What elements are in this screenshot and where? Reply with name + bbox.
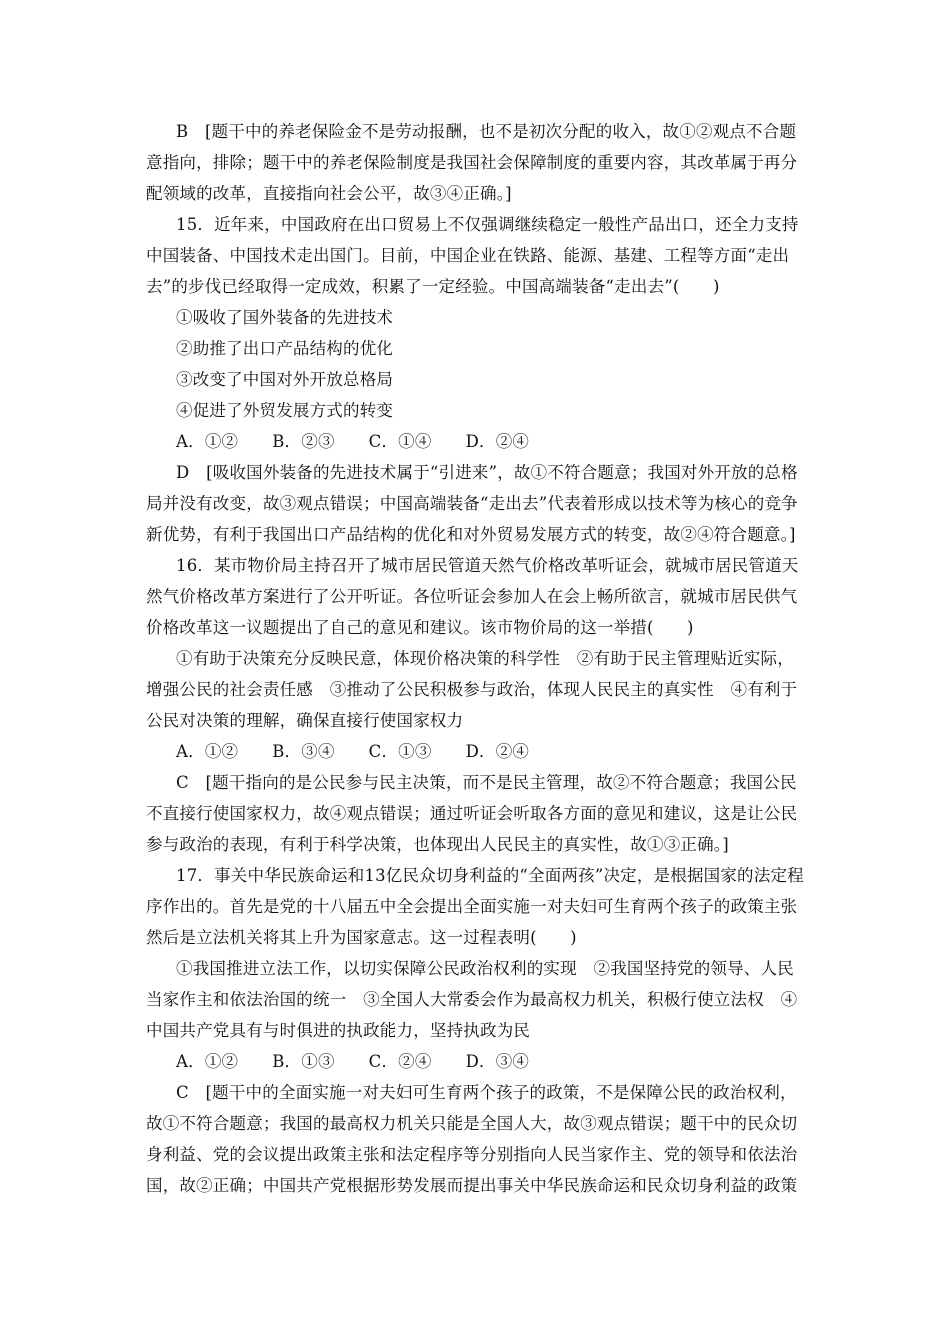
statement-item-line: ①有助于决策充分反映民意，体现价格决策的科学性 ②有助于民主管理贴近实际， bbox=[176, 649, 794, 668]
option-choice: D．③④ bbox=[465, 1052, 530, 1071]
answer-options bbox=[146, 1046, 808, 1077]
question-stem-line: 15．近年来，中国政府在出口贸易上不仅强调继续稳定一般性产品出口，还全力支持 bbox=[176, 215, 799, 234]
answer-explanation-line: 配领域的改革，直接指向社会公平，故③④正确。] bbox=[146, 184, 512, 203]
question-stem-line: 序作出的。首先是党的十八届五中全会提出全面实施一对夫妇可生育两个孩子的政策主张 bbox=[146, 897, 798, 916]
statement-item-line: ④促进了外贸发展方式的转变 bbox=[176, 401, 394, 420]
question-stem-line: 中国装备、中国技术走出国门。目前，中国企业在铁路、能源、基建、工程等方面“走出 bbox=[146, 246, 790, 265]
answer-explanation-line: B [题干中的养老保险金不是劳动报酬，也不是初次分配的收入，故①②观点不合题 bbox=[176, 122, 797, 141]
answer-explanation-line: 不直接行使国家权力，故④观点错误；通过听证会听取各方面的意见和建议，这是让公民 bbox=[146, 804, 798, 823]
answer-explanation-line: 身利益、党的会议提出政策主张和法定程序等分别指向人民当家作主、党的领导和依法治 bbox=[146, 1145, 798, 1164]
question-stem-line: 然气价格改革方案进行了公开听证。各位听证会参加人在会上畅所欲言，就城市居民供气 bbox=[146, 587, 798, 606]
option-choice: C．①③ bbox=[368, 742, 432, 761]
answer-explanation-line: 参与政治的表现，有利于科学决策，也体现出人民民主的真实性，故①③正确。] bbox=[146, 835, 729, 854]
question-stem-line: 去”的步伐已经取得一定成效，积累了一定经验。中国高端装备“走出去”( ) bbox=[146, 277, 720, 296]
option-choice: C．②④ bbox=[368, 1052, 432, 1071]
answer-explanation-line: 国，故②正确；中国共产党根据形势发展而提出事关中华民族命运和民众切身利益的政策 bbox=[146, 1176, 798, 1195]
statement-item-line: 增强公民的社会责任感 ③推动了公民积极参与政治，体现人民民主的真实性 ④有利于 bbox=[146, 680, 798, 699]
statement-item-line: ③改变了中国对外开放总格局 bbox=[176, 370, 394, 389]
option-choice: B．①③ bbox=[272, 1052, 335, 1071]
option-choice: B．③④ bbox=[272, 742, 335, 761]
answer-explanation-line: C [题干指向的是公民参与民主决策，而不是民主管理，故②不符合题意；我国公民 bbox=[176, 773, 797, 792]
option-choice: B．②③ bbox=[272, 432, 335, 451]
option-choice: C．①④ bbox=[368, 432, 432, 451]
question-stem-line: 17．事关中华民族命运和13亿民众切身利益的“全面两孩”决定，是根据国家的法定程 bbox=[176, 866, 804, 885]
question-stem-line: 价格改革这一议题提出了自己的意见和建议。该市物价局的这一举措( ) bbox=[146, 618, 694, 637]
option-choice: A．①② bbox=[176, 742, 239, 761]
option-choice: D．②④ bbox=[465, 742, 530, 761]
statement-item-line: ①我国推进立法工作，以切实保障公民政治权利的实现 ②我国坚持党的领导、人民 bbox=[176, 959, 794, 978]
answer-explanation-line: C [题干中的全面实施一对夫妇可生育两个孩子的政策，不是保障公民的政治权利， bbox=[176, 1083, 797, 1102]
statement-item-line: ①吸收了国外装备的先进技术 bbox=[176, 308, 394, 327]
question-stem-line: 16．某市物价局主持召开了城市居民管道天然气价格改革听证会，就城市居民管道天 bbox=[176, 556, 799, 575]
option-choice: A．①② bbox=[176, 1052, 239, 1071]
document-page bbox=[146, 116, 808, 1201]
statement-item-line: 公民对决策的理解，确保直接行使国家权力 bbox=[146, 711, 464, 730]
statement-item-line: ②助推了出口产品结构的优化 bbox=[176, 339, 394, 358]
answer-explanation-line: 意指向，排除；题干中的养老保险制度是我国社会保障制度的重要内容，其改革属于再分 bbox=[146, 153, 798, 172]
question-stem-line: 然后是立法机关将其上升为国家意志。这一过程表明( ) bbox=[146, 928, 577, 947]
answer-explanation-line: D [吸收国外装备的先进技术属于“引进来”，故①不符合题意；我国对外开放的总格 bbox=[176, 463, 798, 482]
answer-options bbox=[146, 426, 808, 457]
option-choice: D．②④ bbox=[465, 432, 530, 451]
answer-explanation-line: 故①不符合题意；我国的最高权力机关只能是全国人大，故③观点错误；题干中的民众切 bbox=[146, 1114, 798, 1133]
answer-options bbox=[146, 736, 808, 767]
option-choice: A．①② bbox=[176, 432, 239, 451]
answer-explanation-line: 局并没有改变，故③观点错误；中国高端装备“走出去”代表着形成以技术等为核心的竞争 bbox=[146, 494, 798, 513]
statement-item-line: 中国共产党具有与时俱进的执政能力，坚持执政为民 bbox=[146, 1021, 531, 1040]
answer-explanation-line: 新优势，有利于我国出口产品结构的优化和对外贸易发展方式的转变，故②④符合题意。] bbox=[146, 525, 796, 544]
statement-item-line: 当家作主和依法治国的统一 ③全国人大常委会作为最高权力机关，积极行使立法权 ④ bbox=[146, 990, 798, 1009]
